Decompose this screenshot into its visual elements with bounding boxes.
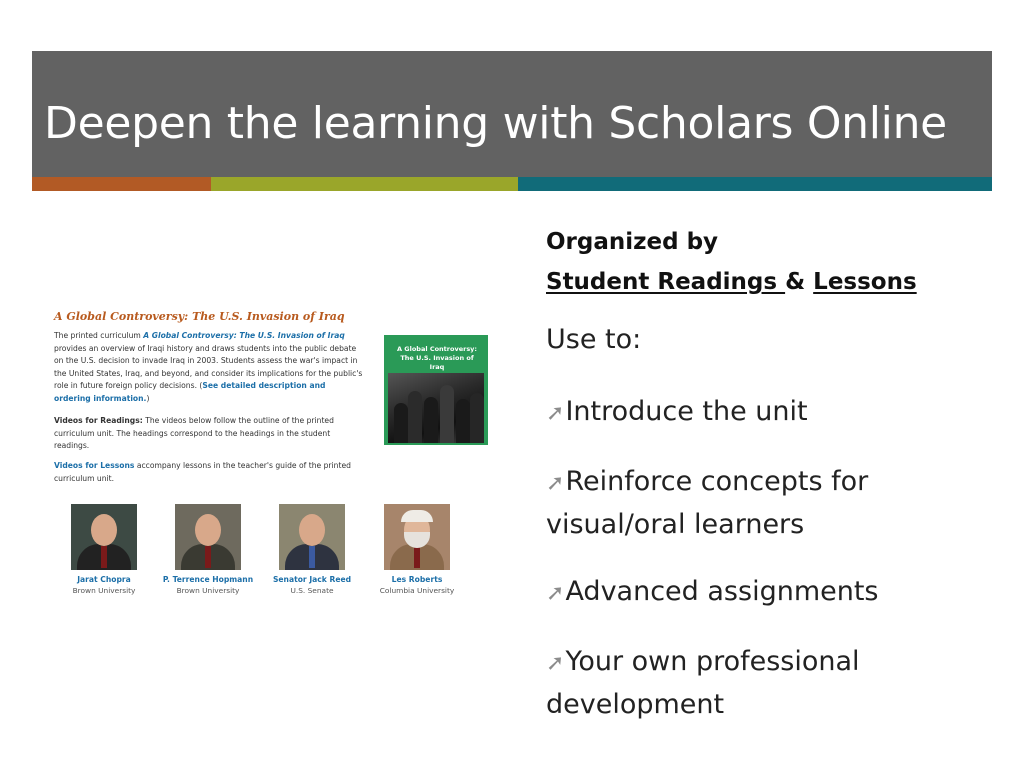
lessons-link[interactable]: Lessons [813, 269, 917, 295]
scholar-name[interactable]: P. Terrence Hopmann [162, 575, 254, 584]
ampersand: & [785, 269, 806, 295]
scholars-row [52, 504, 488, 604]
accent-stripe-teal [518, 177, 992, 191]
videos-for-lessons-text [54, 460, 364, 485]
scholar-name[interactable]: Les Roberts [391, 575, 443, 584]
organized-by-links [546, 262, 917, 302]
scholar-institution: Brown University [176, 586, 240, 595]
book-cover-photo [388, 373, 484, 443]
bullet-text: Your own professional development [546, 646, 860, 720]
description-text: ) [146, 393, 150, 403]
accent-stripe-orange [32, 177, 211, 191]
book-cover-title: A Global Controversy: The U.S. Invasion of Iraq [396, 345, 478, 371]
scholar-institution: Columbia University [379, 586, 455, 595]
readings-text: The videos below follow the outline of the printed curriculum unit. The headings correspond to the headings in the student readings. [54, 416, 334, 451]
scholar-photo[interactable] [175, 504, 241, 570]
bullet-item [546, 641, 986, 725]
scholar-name[interactable]: Jarat Chopra [77, 575, 131, 584]
scholar-photo[interactable] [384, 504, 450, 570]
scholar-card[interactable] [52, 504, 156, 595]
up-right-arrow-icon: ➚ [546, 651, 565, 676]
bullet-text: Introduce the unit [565, 396, 808, 427]
videos-for-readings-label: Videos for Readings: [54, 416, 143, 425]
lessons-text: accompany lessons in the teacher's guide of the printed curriculum unit. [54, 461, 351, 483]
scholar-institution: Brown University [72, 586, 136, 595]
website-screenshot [52, 308, 488, 608]
student-readings-link[interactable]: Student Readings [546, 269, 786, 295]
ordering-info-link[interactable]: See detailed description and ordering information. [54, 381, 326, 403]
scholar-name[interactable]: Senator Jack Reed [272, 575, 352, 584]
bullet-item [546, 391, 986, 434]
title-bar [32, 51, 992, 177]
slide-title: Deepen the learning with Scholars Online [44, 98, 947, 149]
scholar-institution: U.S. Senate [290, 586, 334, 595]
book-cover-image [384, 335, 488, 445]
description-text: The printed curriculum [54, 331, 144, 340]
bullet-item [546, 461, 986, 545]
accent-stripe-green [211, 177, 518, 191]
up-right-arrow-icon: ➚ [546, 401, 565, 426]
scholar-photo[interactable] [279, 504, 345, 570]
description-text: provides an overview of Iraqi history and draws students into the public debate on the U.S. decision to invade Iraq in 2003. Students assess the war's impact in the United States, Iraq, and beyond, and consider its implications for the public's role in future foreign policy decisions. ( [54, 343, 363, 391]
scholar-card[interactable] [156, 504, 260, 595]
videos-for-lessons-link[interactable]: Videos for Lessons [54, 461, 135, 470]
curriculum-title-link[interactable]: A Global Controversy: The U.S. Invasion of Iraq [143, 331, 345, 340]
bullet-item [546, 571, 986, 614]
organized-by-label: Organized by [546, 229, 719, 255]
bullet-text: Advanced assignments [565, 576, 879, 607]
bullet-text: Reinforce concepts for visual/oral learners [546, 466, 869, 540]
screenshot-heading: A Global Controversy: The U.S. Invasion of Iraq [54, 310, 345, 323]
organized-by-heading [546, 222, 917, 302]
curriculum-description [54, 330, 364, 406]
use-to-label: Use to: [546, 324, 642, 355]
scholar-photo[interactable] [71, 504, 137, 570]
scholar-card[interactable] [260, 504, 364, 595]
up-right-arrow-icon: ➚ [546, 581, 565, 606]
videos-for-readings-text [54, 415, 364, 453]
up-right-arrow-icon: ➚ [546, 471, 565, 496]
scholar-card[interactable] [365, 504, 469, 595]
